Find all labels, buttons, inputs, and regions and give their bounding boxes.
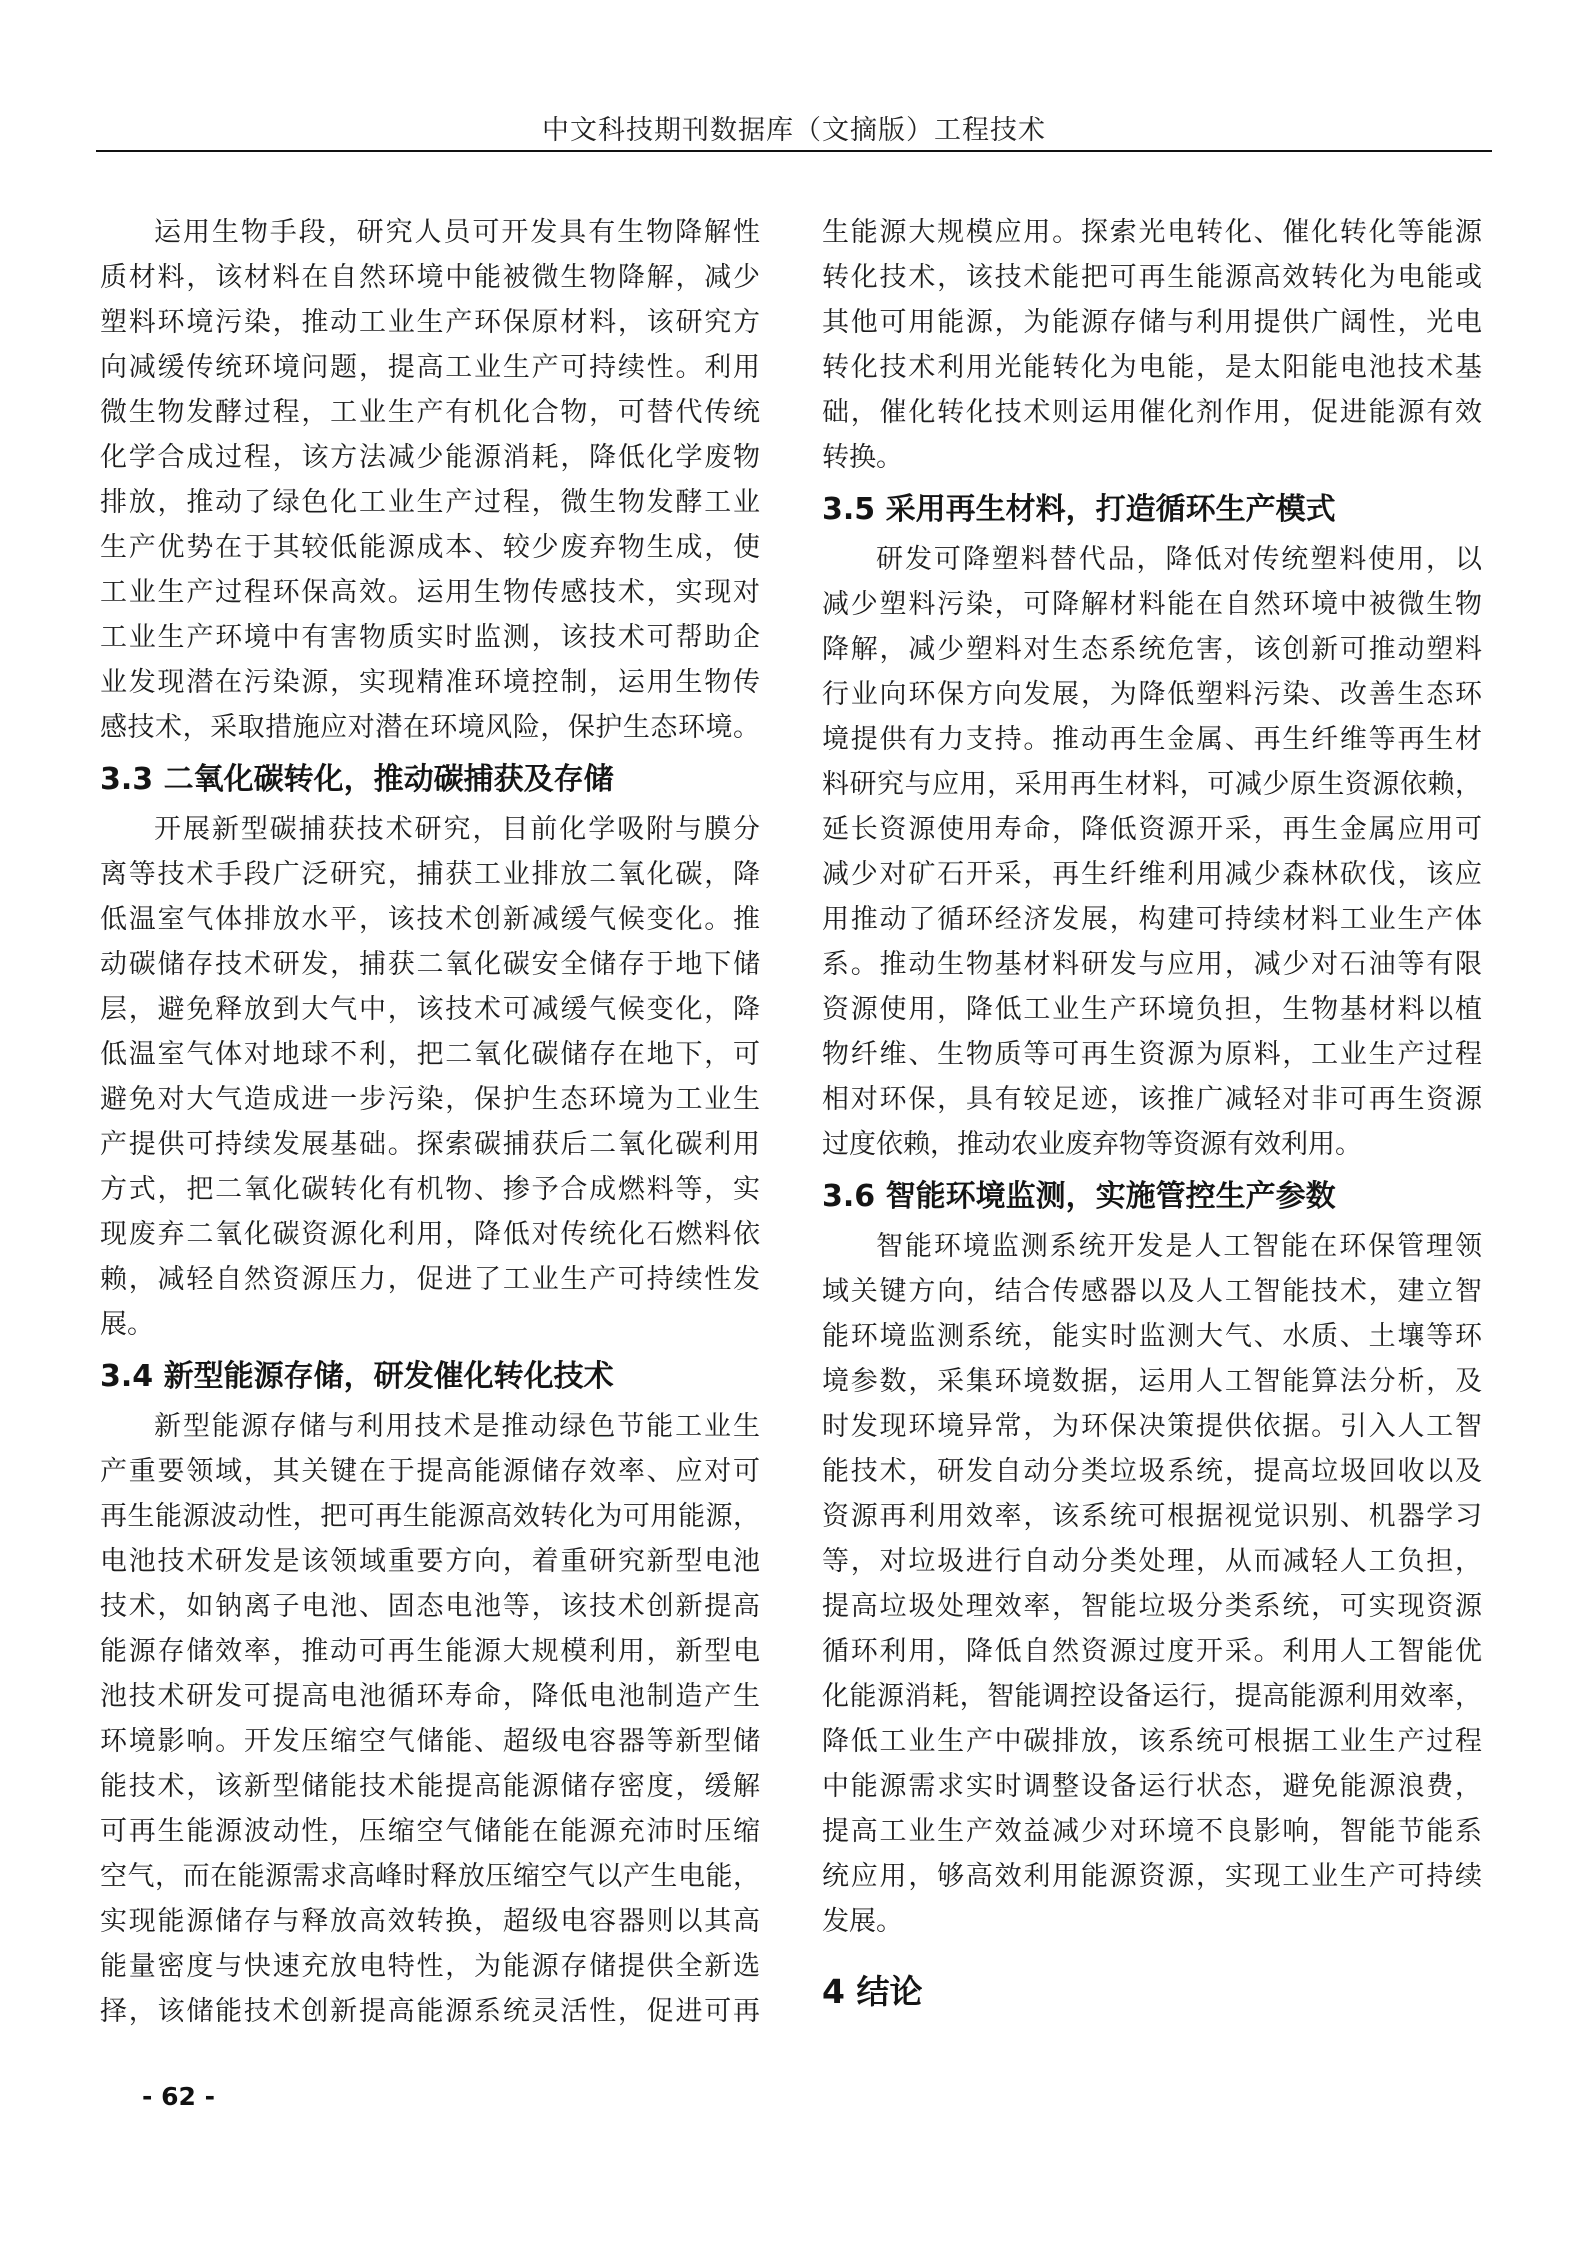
text-line: 能环境监测系统，能实时监测大气、水质、土壤等环 — [822, 1321, 1482, 1351]
text-line: 排放，推动了绿色化工业生产过程，微生物发酵工业 — [100, 487, 760, 517]
text-line: 产提供可持续发展基础。探索碳捕获后二氧化碳利用 — [100, 1129, 760, 1159]
text-line: 相对环保，具有较足迹，该推广减轻对非可再生资源 — [822, 1084, 1482, 1114]
text-line: 微生物发酵过程，工业生产有机化合物，可替代传统 — [100, 397, 760, 427]
page-number: - 62 - — [142, 2082, 215, 2111]
text-line: 降低工业生产中碳排放，该系统可根据工业生产过程 — [822, 1726, 1482, 1756]
text-line: 池技术研发可提高电池循环寿命，降低电池制造产生 — [100, 1681, 760, 1711]
text-line: 展。 — [100, 1309, 154, 1339]
text-line: 时发现环境异常，为环保决策提供依据。引入人工智 — [822, 1411, 1482, 1441]
text-line: 过度依赖，推动农业废弃物等资源有效利用。 — [822, 1129, 1362, 1159]
text-line: 境参数，采集环境数据，运用人工智能算法分析，及 — [822, 1366, 1482, 1396]
paragraph — [822, 537, 1482, 1167]
text-line: 运用生物手段，研究人员可开发具有生物降解性 — [154, 217, 760, 247]
section-heading: 4 结论 — [822, 1972, 923, 2011]
text-line: 生产优势在于其较低能源成本、较少废弃物生成，使 — [100, 532, 760, 562]
text-line: 工业生产过程环保高效。运用生物传感技术，实现对 — [100, 577, 760, 607]
header-divider — [96, 150, 1492, 152]
text-line: 择，该储能技术创新提高能源系统灵活性，促进可再 — [100, 1996, 760, 2026]
text-column-left — [100, 210, 760, 2034]
text-line: 生能源大规模应用。探索光电转化、催化转化等能源 — [822, 217, 1482, 247]
text-line: 转化技术，该技术能把可再生能源高效转化为电能或 — [822, 262, 1482, 292]
text-line: 系。推动生物基材料研发与应用，减少对石油等有限 — [822, 949, 1482, 979]
section-heading: 3.5 采用再生材料，打造循环生产模式 — [822, 492, 1336, 527]
journal-header-title: 中文科技期刊数据库（文摘版）工程技术 — [542, 115, 1046, 145]
text-line: 层，避免释放到大气中，该技术可减缓气候变化，降 — [100, 994, 760, 1024]
text-line: 实现能源储存与释放高效转换，超级电容器则以其高 — [100, 1906, 760, 1936]
text-line: 动碳储存技术研发，捕获二氧化碳安全储存于地下储 — [100, 949, 760, 979]
text-line: 可再生能源波动性，压缩空气储能在能源充沛时压缩 — [100, 1816, 760, 1846]
paragraph — [822, 1224, 1482, 1944]
text-line: 再生能源波动性，把可再生能源高效转化为可用能源， — [100, 1501, 760, 1531]
text-line: 行业向环保方向发展，为降低塑料污染、改善生态环 — [822, 679, 1482, 709]
text-line: 避免对大气造成进一步污染，保护生态环境为工业生 — [100, 1084, 760, 1114]
text-line: 研发可降塑料替代品，降低对传统塑料使用，以 — [876, 544, 1482, 574]
text-line: 能技术，研发自动分类垃圾系统，提高垃圾回收以及 — [822, 1456, 1482, 1486]
text-line: 空气，而在能源需求高峰时释放压缩空气以产生电能， — [100, 1861, 760, 1891]
text-line: 域关键方向，结合传感器以及人工智能技术，建立智 — [822, 1276, 1482, 1306]
text-line: 方式，把二氧化碳转化有机物、掺予合成燃料等，实 — [100, 1174, 760, 1204]
text-line: 发展。 — [822, 1906, 903, 1936]
text-line: 质材料，该材料在自然环境中能被微生物降解，减少 — [100, 262, 760, 292]
text-line: 智能环境监测系统开发是人工智能在环保管理领 — [876, 1231, 1482, 1261]
text-column-right — [822, 210, 1482, 2034]
text-line: 产重要领域，其关键在于提高能源储存效率、应对可 — [100, 1456, 760, 1486]
text-line: 统应用，够高效利用能源资源，实现工业生产可持续 — [822, 1861, 1482, 1891]
text-line: 感技术，采取措施应对潜在环境风险，保护生态环境。 — [100, 712, 760, 742]
text-line: 能源存储效率，推动可再生能源大规模利用，新型电 — [100, 1636, 760, 1666]
text-line: 提高工业生产效益减少对环境不良影响，智能节能系 — [822, 1816, 1482, 1846]
text-line: 向减缓传统环境问题，提高工业生产可持续性。利用 — [100, 352, 760, 382]
text-line: 电池技术研发是该领域重要方向，着重研究新型电池 — [100, 1546, 760, 1576]
text-line: 减少对矿石开采，再生纤维利用减少森林砍伐，该应 — [822, 859, 1482, 889]
text-line: 能量密度与快速充放电特性，为能源存储提供全新选 — [100, 1951, 760, 1981]
section-heading: 3.6 智能环境监测，实施管控生产参数 — [822, 1179, 1336, 1214]
text-line: 其他可用能源，为能源存储与利用提供广阔性，光电 — [822, 307, 1482, 337]
text-line: 业发现潜在污染源，实现精准环境控制，运用生物传 — [100, 667, 760, 697]
text-line: 境提供有力支持。推动再生金属、再生纤维等再生材 — [822, 724, 1482, 754]
text-line: 塑料环境污染，推动工业生产环保原材料，该研究方 — [100, 307, 760, 337]
text-line: 等，对垃圾进行自动分类处理，从而减轻人工负担， — [822, 1546, 1482, 1576]
text-line: 化能源消耗，智能调控设备运行，提高能源利用效率， — [822, 1681, 1482, 1711]
text-line: 能技术，该新型储能技术能提高能源储存密度，缓解 — [100, 1771, 760, 1801]
text-line: 础，催化转化技术则运用催化剂作用，促进能源有效 — [822, 397, 1482, 427]
text-line: 现废弃二氧化碳资源化利用，降低对传统化石燃料依 — [100, 1219, 760, 1249]
text-line: 资源再利用效率，该系统可根据视觉识别、机器学习 — [822, 1501, 1482, 1531]
text-line: 延长资源使用寿命，降低资源开采，再生金属应用可 — [822, 814, 1482, 844]
paragraph — [100, 807, 760, 1347]
text-line: 技术，如钠离子电池、固态电池等，该技术创新提高 — [100, 1591, 760, 1621]
text-line: 物纤维、生物质等可再生资源为原料，工业生产过程 — [822, 1039, 1482, 1069]
text-line: 资源使用，降低工业生产环境负担，生物基材料以植 — [822, 994, 1482, 1024]
text-line: 低温室气体对地球不利，把二氧化碳储存在地下，可 — [100, 1039, 760, 1069]
text-line: 工业生产环境中有害物质实时监测，该技术可帮助企 — [100, 622, 760, 652]
text-line: 用推动了循环经济发展，构建可持续材料工业生产体 — [822, 904, 1482, 934]
text-line: 降解，减少塑料对生态系统危害，该创新可推动塑料 — [822, 634, 1482, 664]
paragraph — [100, 210, 760, 750]
text-line: 低温室气体排放水平，该技术创新减缓气候变化。推 — [100, 904, 760, 934]
text-line: 提高垃圾处理效率，智能垃圾分类系统，可实现资源 — [822, 1591, 1482, 1621]
text-line: 转换。 — [822, 442, 903, 472]
page-body — [100, 210, 1482, 2034]
section-heading: 3.4 新型能源存储，研发催化转化技术 — [100, 1359, 614, 1394]
paragraph — [822, 210, 1482, 480]
text-line: 转化技术利用光能转化为电能，是太阳能电池技术基 — [822, 352, 1482, 382]
text-line: 赖，减轻自然资源压力，促进了工业生产可持续性发 — [100, 1264, 760, 1294]
text-line: 新型能源存储与利用技术是推动绿色节能工业生 — [154, 1411, 760, 1441]
text-line: 环境影响。开发压缩空气储能、超级电容器等新型储 — [100, 1726, 760, 1756]
text-line: 开展新型碳捕获技术研究，目前化学吸附与膜分 — [154, 814, 760, 844]
text-line: 离等技术手段广泛研究，捕获工业排放二氧化碳，降 — [100, 859, 760, 889]
text-line: 中能源需求实时调整设备运行状态，避免能源浪费， — [822, 1771, 1482, 1801]
text-line: 循环利用，降低自然资源过度开采。利用人工智能优 — [822, 1636, 1482, 1666]
section-heading: 3.3 二氧化碳转化，推动碳捕获及存储 — [100, 762, 614, 797]
text-line: 减少塑料污染，可降解材料能在自然环境中被微生物 — [822, 589, 1482, 619]
paragraph — [100, 1404, 760, 2034]
text-line: 料研究与应用，采用再生材料，可减少原生资源依赖， — [822, 769, 1482, 799]
text-line: 化学合成过程，该方法减少能源消耗，降低化学废物 — [100, 442, 760, 472]
